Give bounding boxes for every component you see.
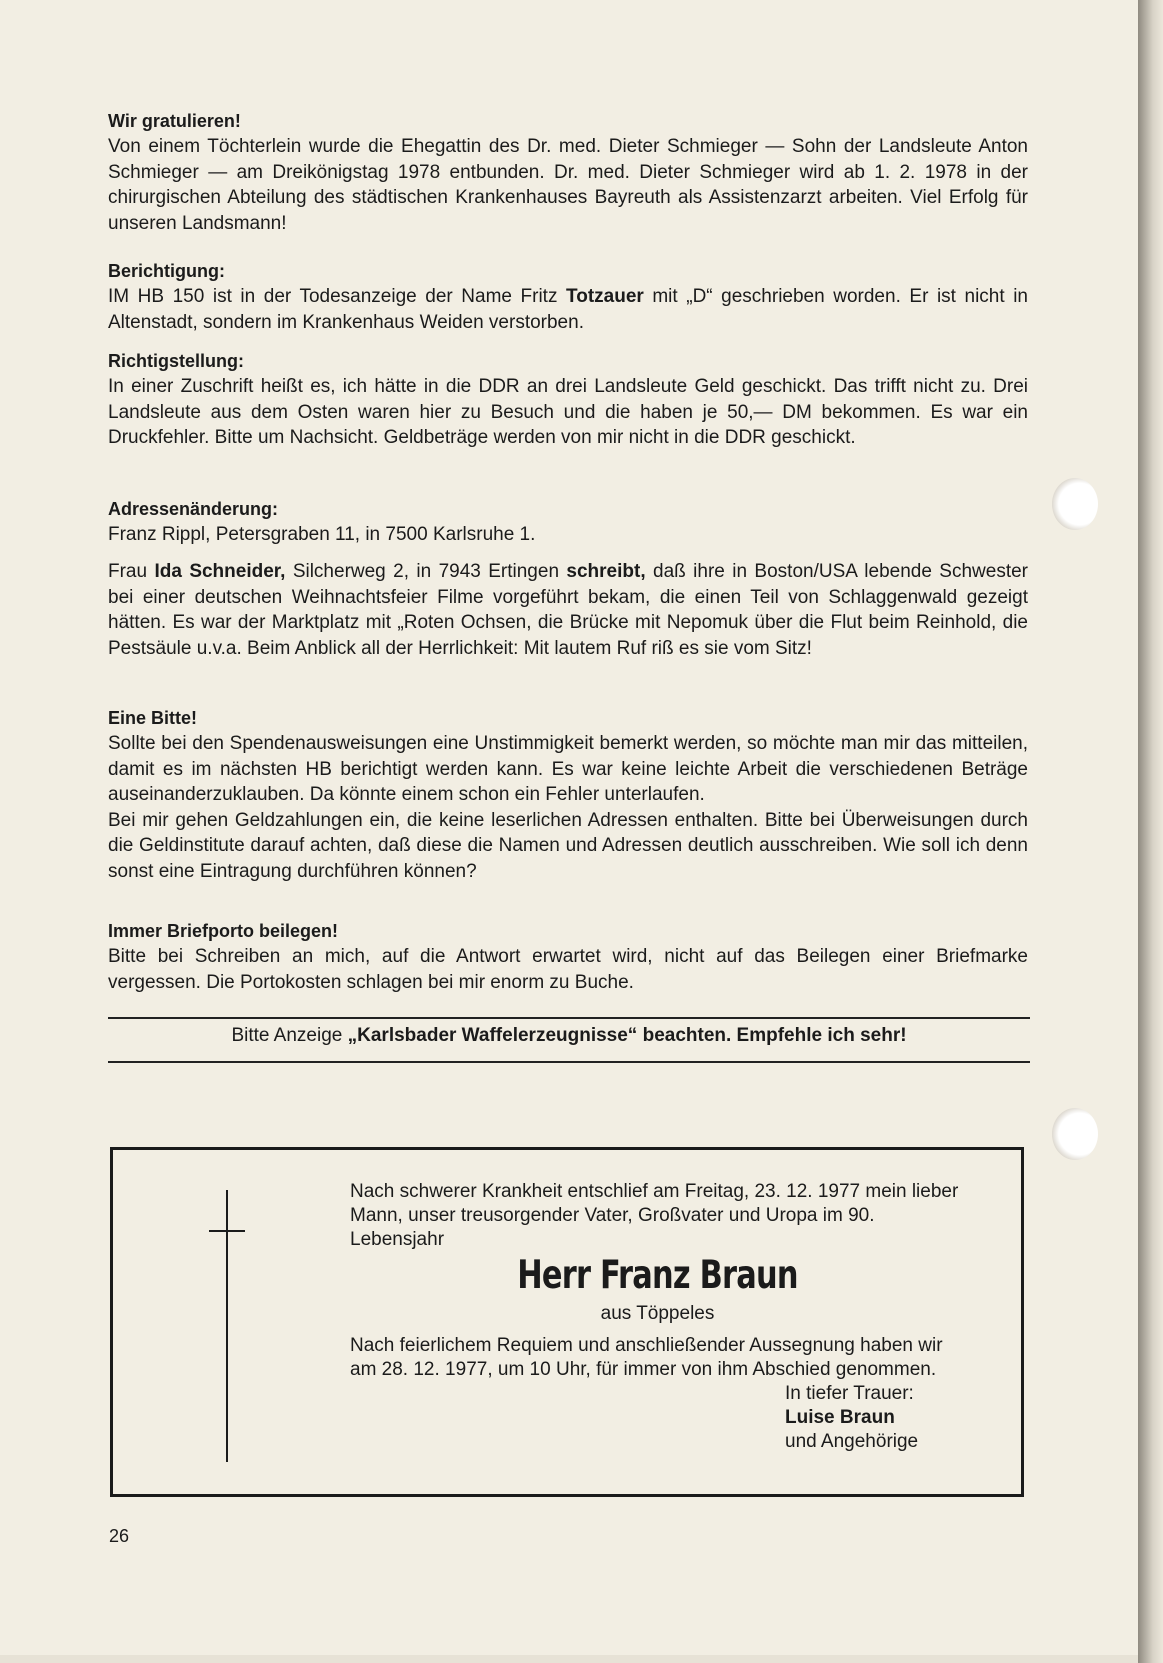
text-part: Frau <box>108 561 155 582</box>
text-part: mit „D“ geschrieben worden. Er ist nicht in Altenstadt, sondern im Krankenhaus Weiden verstorben. <box>108 286 1028 333</box>
section-heading: Richtigstellung: <box>108 351 244 371</box>
obituary-origin: aus Töppeles <box>600 1303 715 1324</box>
section-text: Franz Rippl, Petersgraben 11, in 7500 Karlsruhe 1. <box>108 524 536 545</box>
section-text: Bitte bei Schreiben an mich, auf die Antwort erwartet wird, nicht auf das Beilegen einer Briefmarke vergessen. Die Portokosten schlagen bei mir enorm zu Buche. <box>108 946 1028 993</box>
ad-notice <box>108 1025 1030 1047</box>
section-text: In einer Zuschrift heißt es, ich hätte in die DDR an drei Landsleute Geld geschickt. Das trifft nicht zu. Drei Landsleute aus dem Osten waren hier zu Besuch und die haben je 50,— DM bekommen. Es war ein Druckfehler. Bitte um Nachsicht. Geldbeträge werden von mir nicht in die DDR geschickt. <box>108 376 1028 448</box>
section-text: Sollte bei den Spendenausweisungen eine Unstimmigkeit bemerkt werden, so möchte man mir das mitteilen, damit es im nächsten HB berichtigt werden kann. Es war keine leichte Arbeit die verschiedenen Beträge auseinanderzuklauben. Da könnte einem schon ein Fehler unterlaufen. <box>108 733 1028 805</box>
section-heading: Immer Briefporto beilegen! <box>108 921 339 941</box>
section-heading: Eine Bitte! <box>108 708 198 728</box>
page-edge <box>1138 0 1163 1663</box>
section-heading: Wir gratulieren! <box>108 111 241 131</box>
section-text <box>108 284 1028 335</box>
text-part: Silcherweg 2, in 7943 Ertingen <box>285 561 567 582</box>
bold-verb: schreibt, <box>566 561 646 582</box>
bold-name: Totzauer <box>566 286 644 307</box>
section-request <box>108 705 1028 884</box>
obituary-intro: Nach schwerer Krankheit entschlief am Freitag, 23. 12. 1977 mein lieber Mann, unser treusorgender Vater, Großvater und Uropa im 90. Lebensjahr <box>350 1181 959 1250</box>
section-gratulation <box>108 108 1028 236</box>
section-text: Von einem Töchterlein wurde die Ehegattin des Dr. med. Dieter Schmieger — Sohn der Landsleute Anton Schmieger — am Dreikönigstag 1978 entbunden. Dr. med. Dieter Schmieger wird ab 1. 2. 1978 in der chirurgischen Abteilung des städtischen Krankenhauses Bayreuth als Assistenzarzt arbeiten. Viel Erfolg für unseren Landsmann! <box>108 136 1028 234</box>
section-letter <box>108 559 1028 661</box>
text-part: Bitte Anzeige <box>231 1025 348 1046</box>
family-text: und Angehörige <box>785 1431 919 1452</box>
section-clarification <box>108 348 1028 451</box>
bold-notice: „Karlsbader Waffelerzeugnisse“ beachten. Empfehle ich sehr! <box>347 1025 907 1046</box>
bold-name: Ida Schneider, <box>154 561 286 582</box>
text-part: daß ihre in Boston/USA lebende Schwester bei einer deutschen Weihnachtsfeier Filme vorgeführt bekam, die einen Teil von Schlaggenwald gezeigt hätten. Es war der Marktplatz mit „Roten Ochsen, die Brücke mit Nepomuk über die Flut beim Reinhold, die Pestsäule u.v.a. Beim Anblick all der Herrlichkeit: Mit lautem Ruf riß es sie vom Sitz! <box>108 561 1028 659</box>
divider <box>108 1017 1030 1019</box>
divider <box>108 1061 1030 1063</box>
mourner-name: Luise Braun <box>785 1407 895 1428</box>
punch-hole <box>1052 1108 1098 1160</box>
section-text <box>108 559 1028 661</box>
section-heading: Adressenänderung: <box>108 499 279 519</box>
text-part: IM HB 150 ist in der Todesanzeige der Name Fritz <box>108 286 567 307</box>
section-postage <box>108 918 1028 995</box>
cross-icon-bar <box>209 1230 245 1232</box>
obituary-name: Herr Franz Braun <box>517 1253 798 1298</box>
obituary-mourning <box>785 1382 965 1454</box>
obituary-box <box>110 1147 1024 1497</box>
punch-hole <box>1052 478 1098 530</box>
obituary-funeral: Nach feierlichem Requiem und anschließender Aussegnung haben wir am 28. 12. 1977, um 10 Uhr, für immer von ihm Abschied genommen. <box>350 1335 943 1380</box>
section-heading: Berichtigung: <box>108 261 225 281</box>
section-correction <box>108 258 1028 335</box>
page-number: 26 <box>109 1526 130 1546</box>
section-address-change <box>108 496 1028 548</box>
section-text: Bei mir gehen Geldzahlungen ein, die keine leserlichen Adressen enthalten. Bitte bei Überweisungen durch die Geldinstitute darauf achten, daß diese die Namen und Adressen deutlich ausschreiben. Wie soll ich denn sonst eine Eintragung durchführen können? <box>108 809 1028 882</box>
obituary-text <box>350 1180 965 1454</box>
mourning-label: In tiefer Trauer: <box>785 1383 914 1404</box>
